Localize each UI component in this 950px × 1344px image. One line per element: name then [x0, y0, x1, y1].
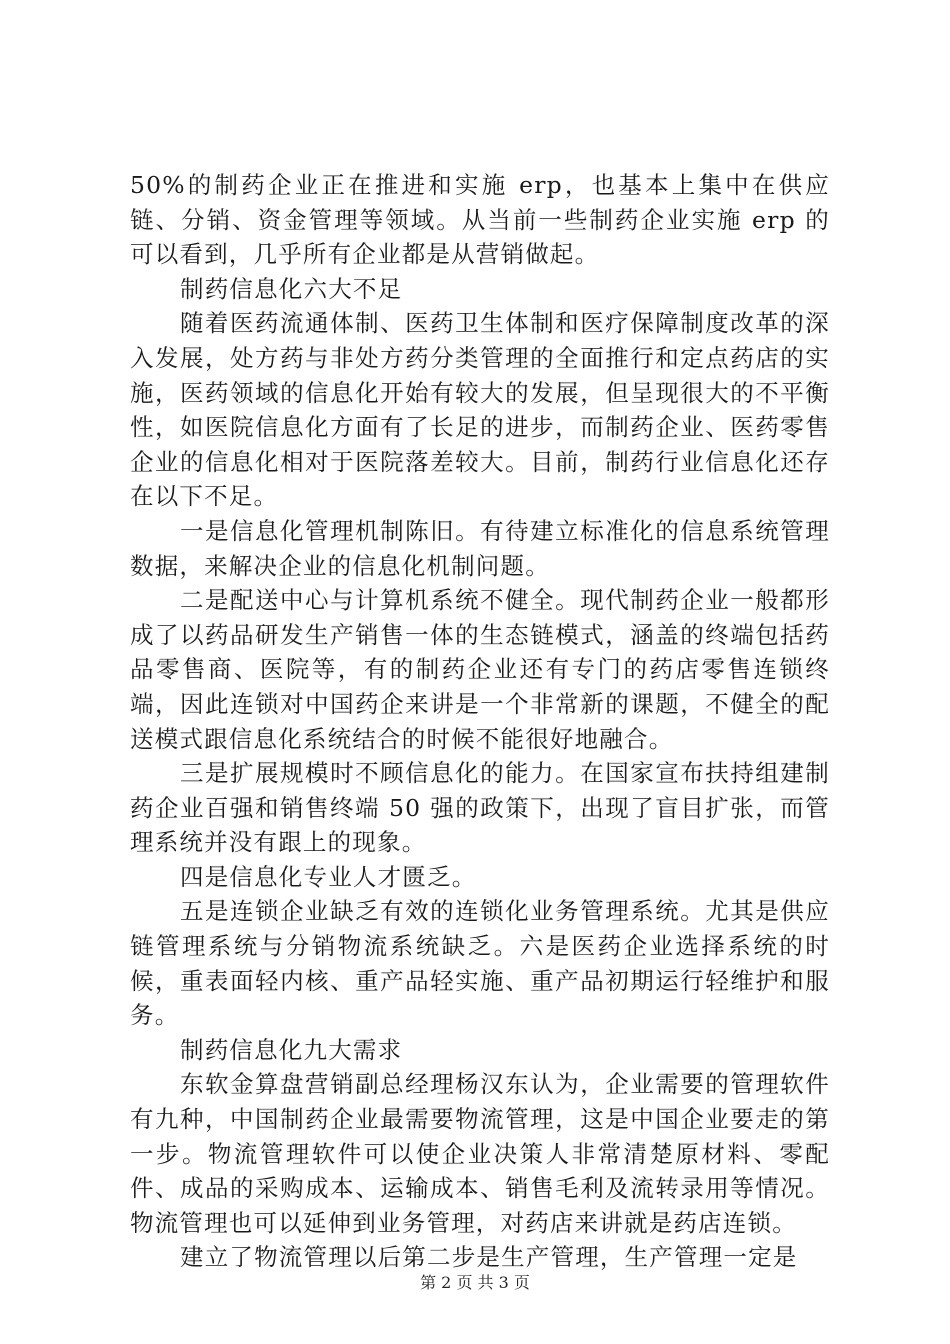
page-number-label: 第 2 页 共 3 页 [420, 1273, 530, 1292]
paragraph: 三是扩展规模时不顾信息化的能力。在国家宣布扶持组建制药企业百强和销售终端 50 强的政策下，出现了盲目扩张，而管理系统并没有跟上的现象。 [130, 759, 830, 857]
paragraph: 50%的制药企业正在推进和实施 erp，也基本上集中在供应链、分销、资金管理等领域。从当前一些制药企业实施 erp 的可以看到，几乎所有企业都是从营销做起。 [130, 171, 830, 269]
paragraph: 五是连锁企业缺乏有效的连锁化业务管理系统。尤其是供应链管理系统与分销物流系统缺乏。六是医药企业选择系统的时候，重表面轻内核、重产品轻实施、重产品初期运行轻维护和服务。 [130, 897, 830, 1030]
section-heading: 制药信息化六大不足 [180, 274, 403, 303]
paragraph: 二是配送中心与计算机系统不健全。现代制药企业一般都形成了以药品研发生产销售一体的生态链模式，涵盖的终端包括药品零售商、医院等，有的制药企业还有专门的药店零售连锁终端，因此连锁对中国药企来讲是一个非常新的课题，不健全的配送模式跟信息化系统结合的时候不能很好地融合。 [130, 586, 830, 753]
document-body [130, 168, 830, 1275]
paragraph: 一是信息化管理机制陈旧。有待建立标准化的信息系统管理数据，来解决企业的信息化机制问题。 [130, 516, 830, 580]
paragraph: 随着医药流通体制、医药卫生体制和医疗保障制度改革的深入发展，处方药与非处方药分类管理的全面推行和定点药店的实施，医药领域的信息化开始有较大的发展，但呈现很大的不平衡性，如医院信息化方面有了长足的进步，而制药企业、医药零售企业的信息化相对于医院落差较大。目前，制药行业信息化还存在以下不足。 [130, 309, 830, 511]
section-heading: 制药信息化九大需求 [180, 1035, 403, 1064]
paragraph: 建立了物流管理以后第二步是生产管理，生产管理一定是 [180, 1243, 798, 1272]
paragraph: 四是信息化专业人才匮乏。 [180, 862, 477, 891]
paragraph: 东软金算盘营销副总经理杨汉东认为，企业需要的管理软件有九种，中国制药企业最需要物流管理，这是中国企业要走的第一步。物流管理软件可以使企业决策人非常清楚原材料、零配件、成品的采购成本、运输成本、销售毛利及流转录用等情况。物流管理也可以延伸到业务管理，对药店来讲就是药店连锁。 [130, 1070, 830, 1237]
page-footer [0, 1272, 950, 1294]
